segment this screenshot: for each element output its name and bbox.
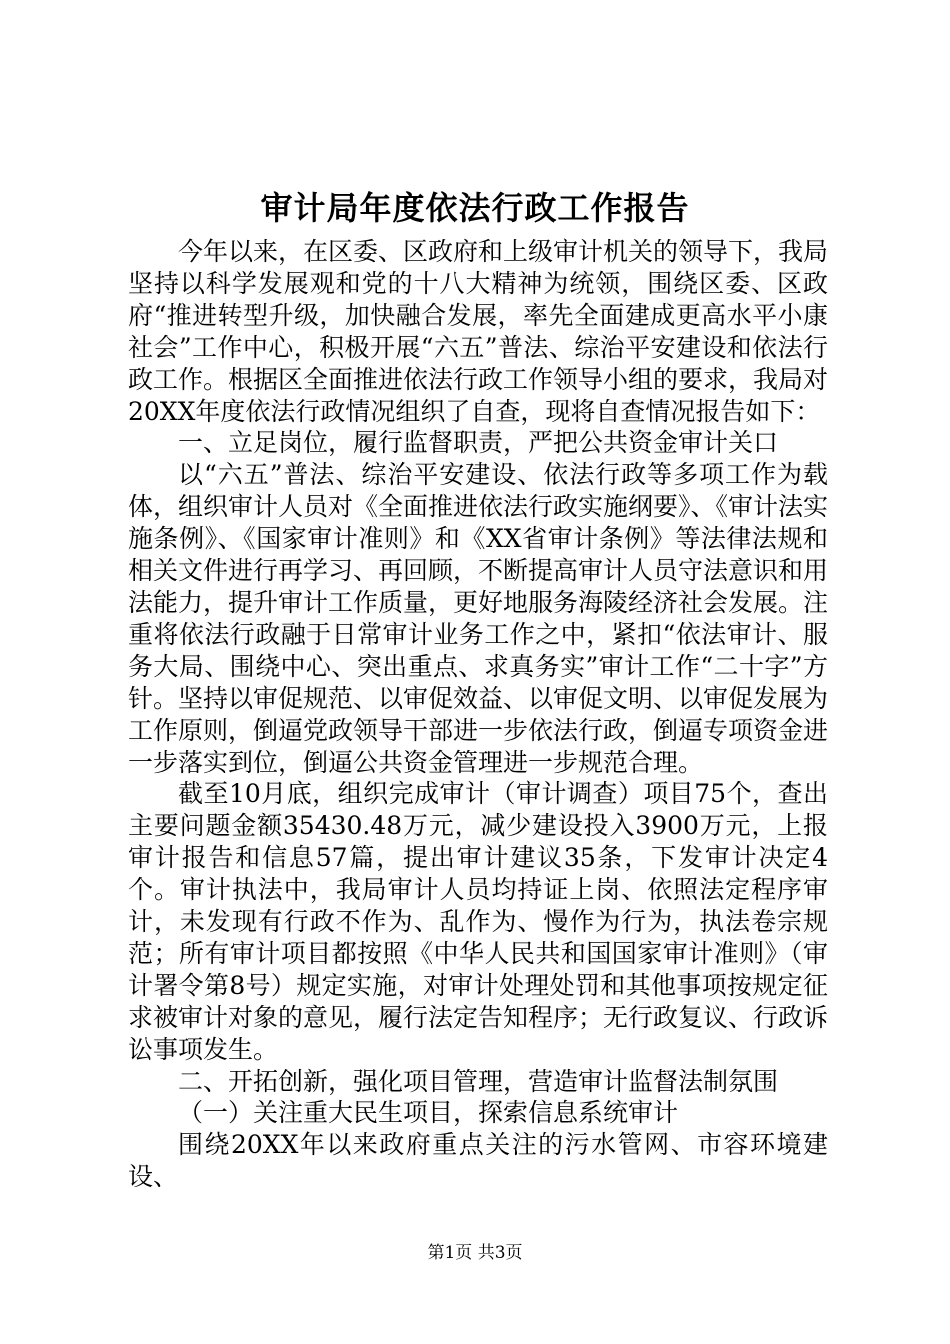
paragraph-intro: 今年以来，在区委、区政府和上级审计机关的领导下，我局坚持以科学发展观和党的十八大精神为统领，围绕区委、区政府“推进转型升级，加快融合发展，率先全面建成更高水平小康社会”工作中心，积极开展“六五”普法、综治平安建设和依法行政工作。根据区全面推进依法行政工作领导小组的要求，我局对20XX年度依法行政情况组织了自查，现将自查情况报告如下：: [128, 237, 829, 426]
paragraph-section-2-a: 围绕20XX年以来政府重点关注的污水管网、市容环境建设、: [128, 1130, 828, 1192]
subsection-heading-2-1: （一）关注重大民生项目，探索信息系统审计: [178, 1098, 679, 1128]
paragraph-section-1-a: 以“六五”普法、综治平安建设、依法行政等多项工作为载体，组织审计人员对《全面推进依法行政实施纲要》、《审计法实施条例》、《国家审计准则》和《XX省审计条例》等法律法规和相关文件进行再学习、再回顾，不断提高审计人员守法意识和用法能力，提升审计工作质量，更好地服务海陵经济社会发展。注重将依法行政融于日常审计业务工作之中，紧扣“依法审计、服务大局、围绕中心、突出重点、求真务实”审计工作“二十字”方针。坚持以审促规范、以审促效益、以审促文明、以审促发展为工作原则，倒逼党政领导干部进一步依法行政，倒逼专项资金进一步落实到位，倒逼公共资金管理进一步规范合理。: [128, 460, 829, 777]
paragraph-section-1-b: 截至10月底，组织完成审计（审计调查）项目75个，查出主要问题金额35430.48万元，减少建设投入3900万元，上报审计报告和信息57篇，提出审计建议35条，下发审计决定4个。审计执法中，我局审计人员均持证上岗、依照法定程序审计，未发现有行政不作为、乱作为、慢作为行为，执法卷宗规范；所有审计项目都按照《中华人民共和国国家审计准则》（审计署令第8号）规定实施，对审计处理处罚和其他事项按规定征求被审计对象的意见，履行法定告知程序；无行政复议、行政诉讼事项发生。: [128, 779, 829, 1064]
document-body: [128, 236, 828, 1193]
section-heading-2: 二、开拓创新，强化项目管理，营造审计监督法制氛围: [178, 1066, 779, 1096]
section-heading-1: 一、立足岗位，履行监督职责，严把公共资金审计关口: [178, 428, 779, 458]
document-title: 审计局年度依法行政工作报告: [260, 189, 690, 227]
page-footer: 第1页 共3页: [427, 1243, 523, 1263]
